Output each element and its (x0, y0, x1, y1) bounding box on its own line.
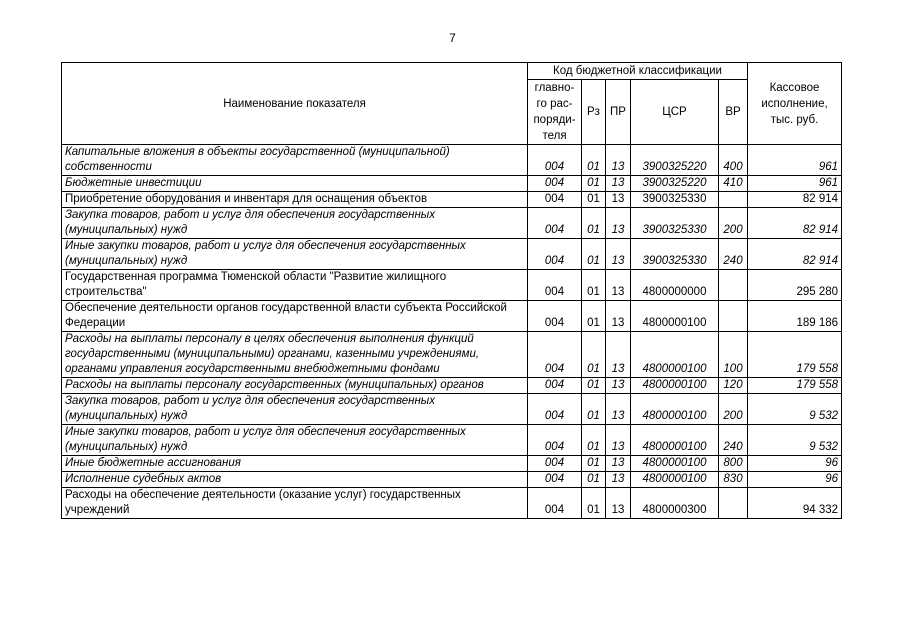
cell-vr (719, 301, 748, 332)
cell-name: Бюджетные инвестиции (62, 176, 528, 192)
cell-rz: 01 (582, 270, 606, 301)
cell-amount: 94 332 (748, 488, 842, 519)
cell-admin: 004 (528, 192, 582, 208)
table-body (62, 145, 842, 519)
cell-name: Расходы на обеспечение деятельности (оказание услуг) государственных учреждений (62, 488, 528, 519)
cell-amount: 9 532 (748, 394, 842, 425)
cell-csr: 4800000100 (631, 425, 719, 456)
cell-rz: 01 (582, 488, 606, 519)
cell-pr: 13 (606, 208, 631, 239)
cell-name: Расходы на выплаты персоналу в целях обеспечения выполнения функций государственными (муниципальными) органами, казенными учреждениями, органами управления государственными внебюджетными фондами (62, 332, 528, 378)
cell-pr: 13 (606, 378, 631, 394)
cell-vr (719, 270, 748, 301)
cell-name: Обеспечение деятельности органов государственной власти субъекта Российской Федерации (62, 301, 528, 332)
cell-admin: 004 (528, 472, 582, 488)
table-row (62, 425, 842, 456)
cell-csr: 4800000100 (631, 332, 719, 378)
cell-rz: 01 (582, 301, 606, 332)
cell-rz: 01 (582, 192, 606, 208)
cell-admin: 004 (528, 145, 582, 176)
cell-name: Капитальные вложения в объекты государственной (муниципальной) собственности (62, 145, 528, 176)
cell-name: Закупка товаров, работ и услуг для обеспечения государственных (муниципальных) нужд (62, 208, 528, 239)
cell-rz: 01 (582, 394, 606, 425)
cell-rz: 01 (582, 332, 606, 378)
cell-amount: 96 (748, 472, 842, 488)
cell-vr (719, 192, 748, 208)
cell-vr: 200 (719, 394, 748, 425)
cell-vr: 410 (719, 176, 748, 192)
table-row (62, 456, 842, 472)
cell-amount: 82 914 (748, 239, 842, 270)
cell-amount: 96 (748, 456, 842, 472)
cell-csr: 3900325220 (631, 176, 719, 192)
cell-name: Иные закупки товаров, работ и услуг для обеспечения государственных (муниципальных) нужд (62, 425, 528, 456)
cell-admin: 004 (528, 488, 582, 519)
table-row (62, 145, 842, 176)
cell-csr: 4800000100 (631, 394, 719, 425)
cell-vr: 200 (719, 208, 748, 239)
cell-admin: 004 (528, 332, 582, 378)
cell-vr: 830 (719, 472, 748, 488)
cell-csr: 4800000000 (631, 270, 719, 301)
cell-vr: 100 (719, 332, 748, 378)
cell-name: Расходы на выплаты персоналу государственных (муниципальных) органов (62, 378, 528, 394)
cell-vr: 240 (719, 425, 748, 456)
cell-csr: 3900325220 (631, 145, 719, 176)
header-amount: Кассовое исполнение, тыс. руб. (748, 63, 842, 145)
cell-admin: 004 (528, 425, 582, 456)
cell-rz: 01 (582, 176, 606, 192)
cell-csr: 3900325330 (631, 192, 719, 208)
header-code-group: Код бюджетной классификации (528, 63, 748, 80)
table-row (62, 208, 842, 239)
cell-amount: 179 558 (748, 378, 842, 394)
cell-amount: 82 914 (748, 192, 842, 208)
cell-pr: 13 (606, 239, 631, 270)
cell-vr: 400 (719, 145, 748, 176)
cell-csr: 4800000300 (631, 488, 719, 519)
cell-amount: 961 (748, 176, 842, 192)
budget-table (61, 62, 842, 519)
table-row (62, 488, 842, 519)
cell-amount: 295 280 (748, 270, 842, 301)
table-row (62, 378, 842, 394)
cell-pr: 13 (606, 332, 631, 378)
table-row (62, 472, 842, 488)
table-row (62, 192, 842, 208)
cell-rz: 01 (582, 425, 606, 456)
cell-rz: 01 (582, 456, 606, 472)
table-row (62, 301, 842, 332)
table-row (62, 176, 842, 192)
cell-admin: 004 (528, 270, 582, 301)
header-vr: ВР (719, 80, 748, 145)
cell-admin: 004 (528, 239, 582, 270)
cell-csr: 3900325330 (631, 239, 719, 270)
cell-amount: 179 558 (748, 332, 842, 378)
cell-csr: 4800000100 (631, 301, 719, 332)
header-admin: главно-го рас-поряди-теля (528, 80, 582, 145)
table-row (62, 239, 842, 270)
cell-name: Государственная программа Тюменской области "Развитие жилищного строительства" (62, 270, 528, 301)
cell-vr (719, 488, 748, 519)
cell-admin: 004 (528, 176, 582, 192)
cell-rz: 01 (582, 472, 606, 488)
cell-amount: 82 914 (748, 208, 842, 239)
cell-admin: 004 (528, 301, 582, 332)
cell-admin: 004 (528, 378, 582, 394)
cell-rz: 01 (582, 145, 606, 176)
table-row (62, 270, 842, 301)
cell-pr: 13 (606, 425, 631, 456)
cell-csr: 3900325330 (631, 208, 719, 239)
header-pr: ПР (606, 80, 631, 145)
cell-csr: 4800000100 (631, 472, 719, 488)
cell-name: Иные закупки товаров, работ и услуг для обеспечения государственных (муниципальных) нужд (62, 239, 528, 270)
cell-pr: 13 (606, 145, 631, 176)
cell-pr: 13 (606, 456, 631, 472)
cell-pr: 13 (606, 176, 631, 192)
cell-vr: 240 (719, 239, 748, 270)
cell-rz: 01 (582, 378, 606, 394)
cell-vr: 120 (719, 378, 748, 394)
cell-pr: 13 (606, 472, 631, 488)
cell-csr: 4800000100 (631, 378, 719, 394)
header-rz: Рз (582, 80, 606, 145)
cell-pr: 13 (606, 488, 631, 519)
cell-name: Исполнение судебных актов (62, 472, 528, 488)
cell-amount: 9 532 (748, 425, 842, 456)
table-row (62, 332, 842, 378)
header-csr: ЦСР (631, 80, 719, 145)
cell-vr: 800 (719, 456, 748, 472)
cell-pr: 13 (606, 192, 631, 208)
header-name: Наименование показателя (62, 63, 528, 145)
cell-pr: 13 (606, 270, 631, 301)
cell-admin: 004 (528, 456, 582, 472)
cell-name: Закупка товаров, работ и услуг для обеспечения государственных (муниципальных) нужд (62, 394, 528, 425)
cell-pr: 13 (606, 394, 631, 425)
cell-rz: 01 (582, 208, 606, 239)
cell-name: Приобретение оборудования и инвентаря для оснащения объектов (62, 192, 528, 208)
cell-csr: 4800000100 (631, 456, 719, 472)
cell-name: Иные бюджетные ассигнования (62, 456, 528, 472)
cell-admin: 004 (528, 208, 582, 239)
cell-rz: 01 (582, 239, 606, 270)
cell-amount: 189 186 (748, 301, 842, 332)
cell-pr: 13 (606, 301, 631, 332)
table-row (62, 394, 842, 425)
cell-amount: 961 (748, 145, 842, 176)
page-number: 7 (449, 31, 456, 45)
cell-admin: 004 (528, 394, 582, 425)
